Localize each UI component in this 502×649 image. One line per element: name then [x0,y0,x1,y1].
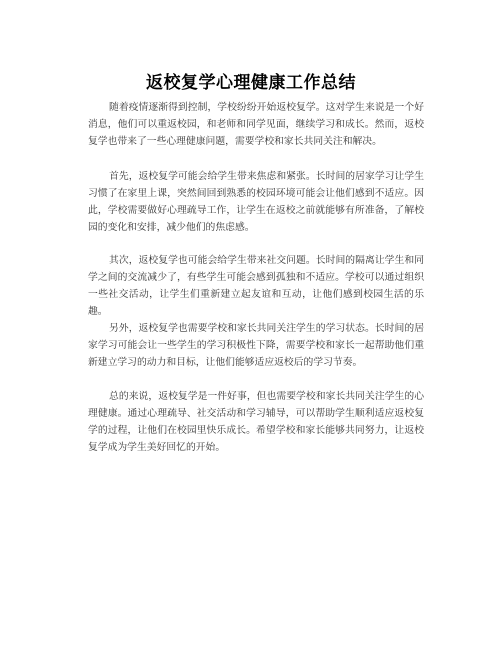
paragraph-2: 首先，返校复学可能会给学生带来焦虑和紧张。长时间的居家学习让学生习惯了在家里上课，突然间回到熟悉的校园环境可能会让他们感到不适应。因此，学校需要做好心理疏导工作，让学生在返校之前就能够有所准备，了解校园的变化和安排，减少他们的焦虑感。 [88,171,424,233]
paragraph-5: 总的来说，返校复学是一件好事，但也需要学校和家长共同关注学生的心理健康。通过心理疏导、社交活动和学习辅导，可以帮助学生顺利适应返校复学的过程，让他们在校园里快乐成长。希望学校和家长能够共同努力，让返校复学成为学生美好回忆的开始。 [88,391,424,453]
paragraph-1: 随着疫情逐渐得到控制，学校纷纷开始返校复学。这对学生来说是一个好消息，他们可以重返校园，和老师和同学见面，继续学习和成长。然而，返校复学也带来了一些心理健康问题，需要学校和家长共同关注和解决。 [88,102,424,147]
page-title: 返校复学心理健康工作总结 [146,73,356,94]
paragraph-4: 另外，返校复学也需要学校和家长共同关注学生的学习状态。长时间的居家学习可能会让一些学生的学习积极性下降，需要学校和家长一起帮助他们重新建立学习的动力和目标，让他们能够适应返校后的学习节奏。 [88,323,424,368]
paragraph-3: 其次，返校复学也可能会给学生带来社交问题。长时间的隔离让学生和同学之间的交流减少了，有些学生可能会感到孤独和不适应。学校可以通过组织一些社交活动，让学生们重新建立起友谊和互动，让他们感到校园生活的乐趣。 [88,255,424,317]
